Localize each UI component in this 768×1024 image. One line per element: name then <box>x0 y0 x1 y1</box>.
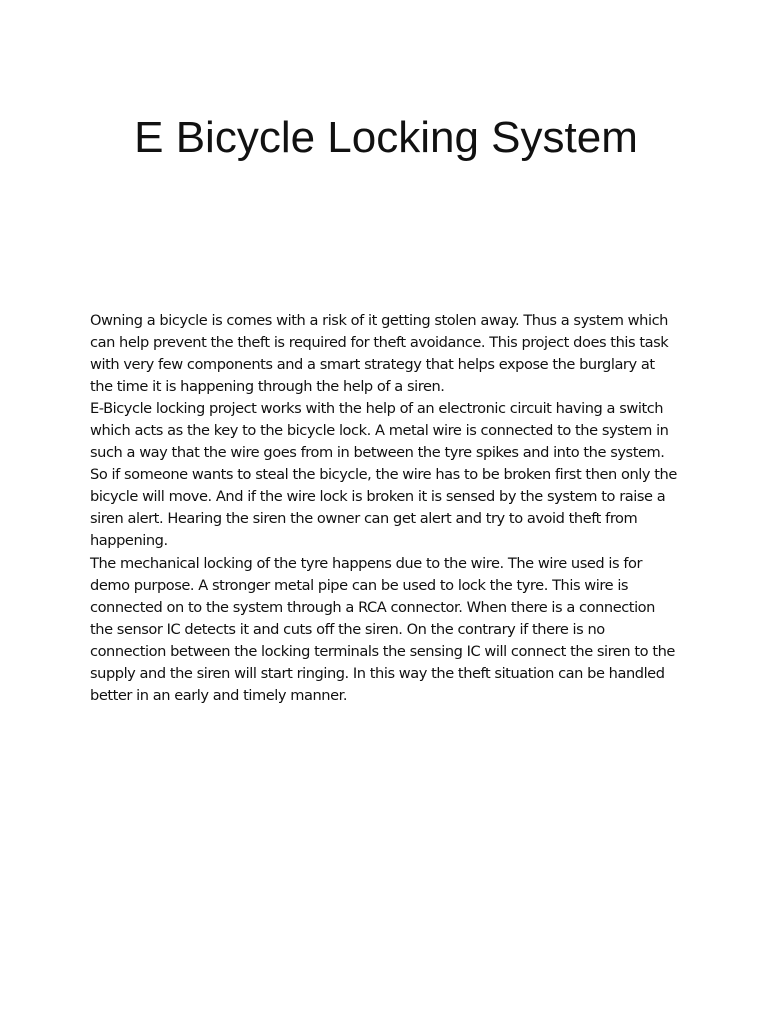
paragraph-working: E-Bicycle locking project works with the help of an electronic circuit having a switch which acts as the key to the bicycle lock. A metal wire is connected to the system in such a way that the wire goes from in between the tyre spikes and into the system. So if someone wants to steal the bicycle, the wire has to be broken first then only the bicycle will move. And if the wire lock is broken it is sensed by the system to raise a siren alert. Hearing the siren the owner can get alert and try to avoid theft from happening. <box>90 400 677 550</box>
document-title: E Bicycle Locking System <box>134 113 638 162</box>
document-body <box>90 310 680 707</box>
paragraph-mechanism: The mechanical locking of the tyre happens due to the wire. The wire used is for demo purpose. A stronger metal pipe can be used to lock the tyre. This wire is connected on to the system through a RCA connector. When there is a connection the sensor IC detects it and cuts off the siren. On the contrary if there is no connection between the locking terminals the sensing IC will connect the siren to the supply and the siren will start ringing. In this way the theft situation can be handled better in an early and timely manner. <box>90 554 675 704</box>
paragraph-intro: Owning a bicycle is comes with a risk of it getting stolen away. Thus a system which can help prevent the theft is required for theft avoidance. This project does this task with very few components and a smart strategy that helps expose the burglary at the time it is happening through the help of a siren. <box>90 312 669 396</box>
